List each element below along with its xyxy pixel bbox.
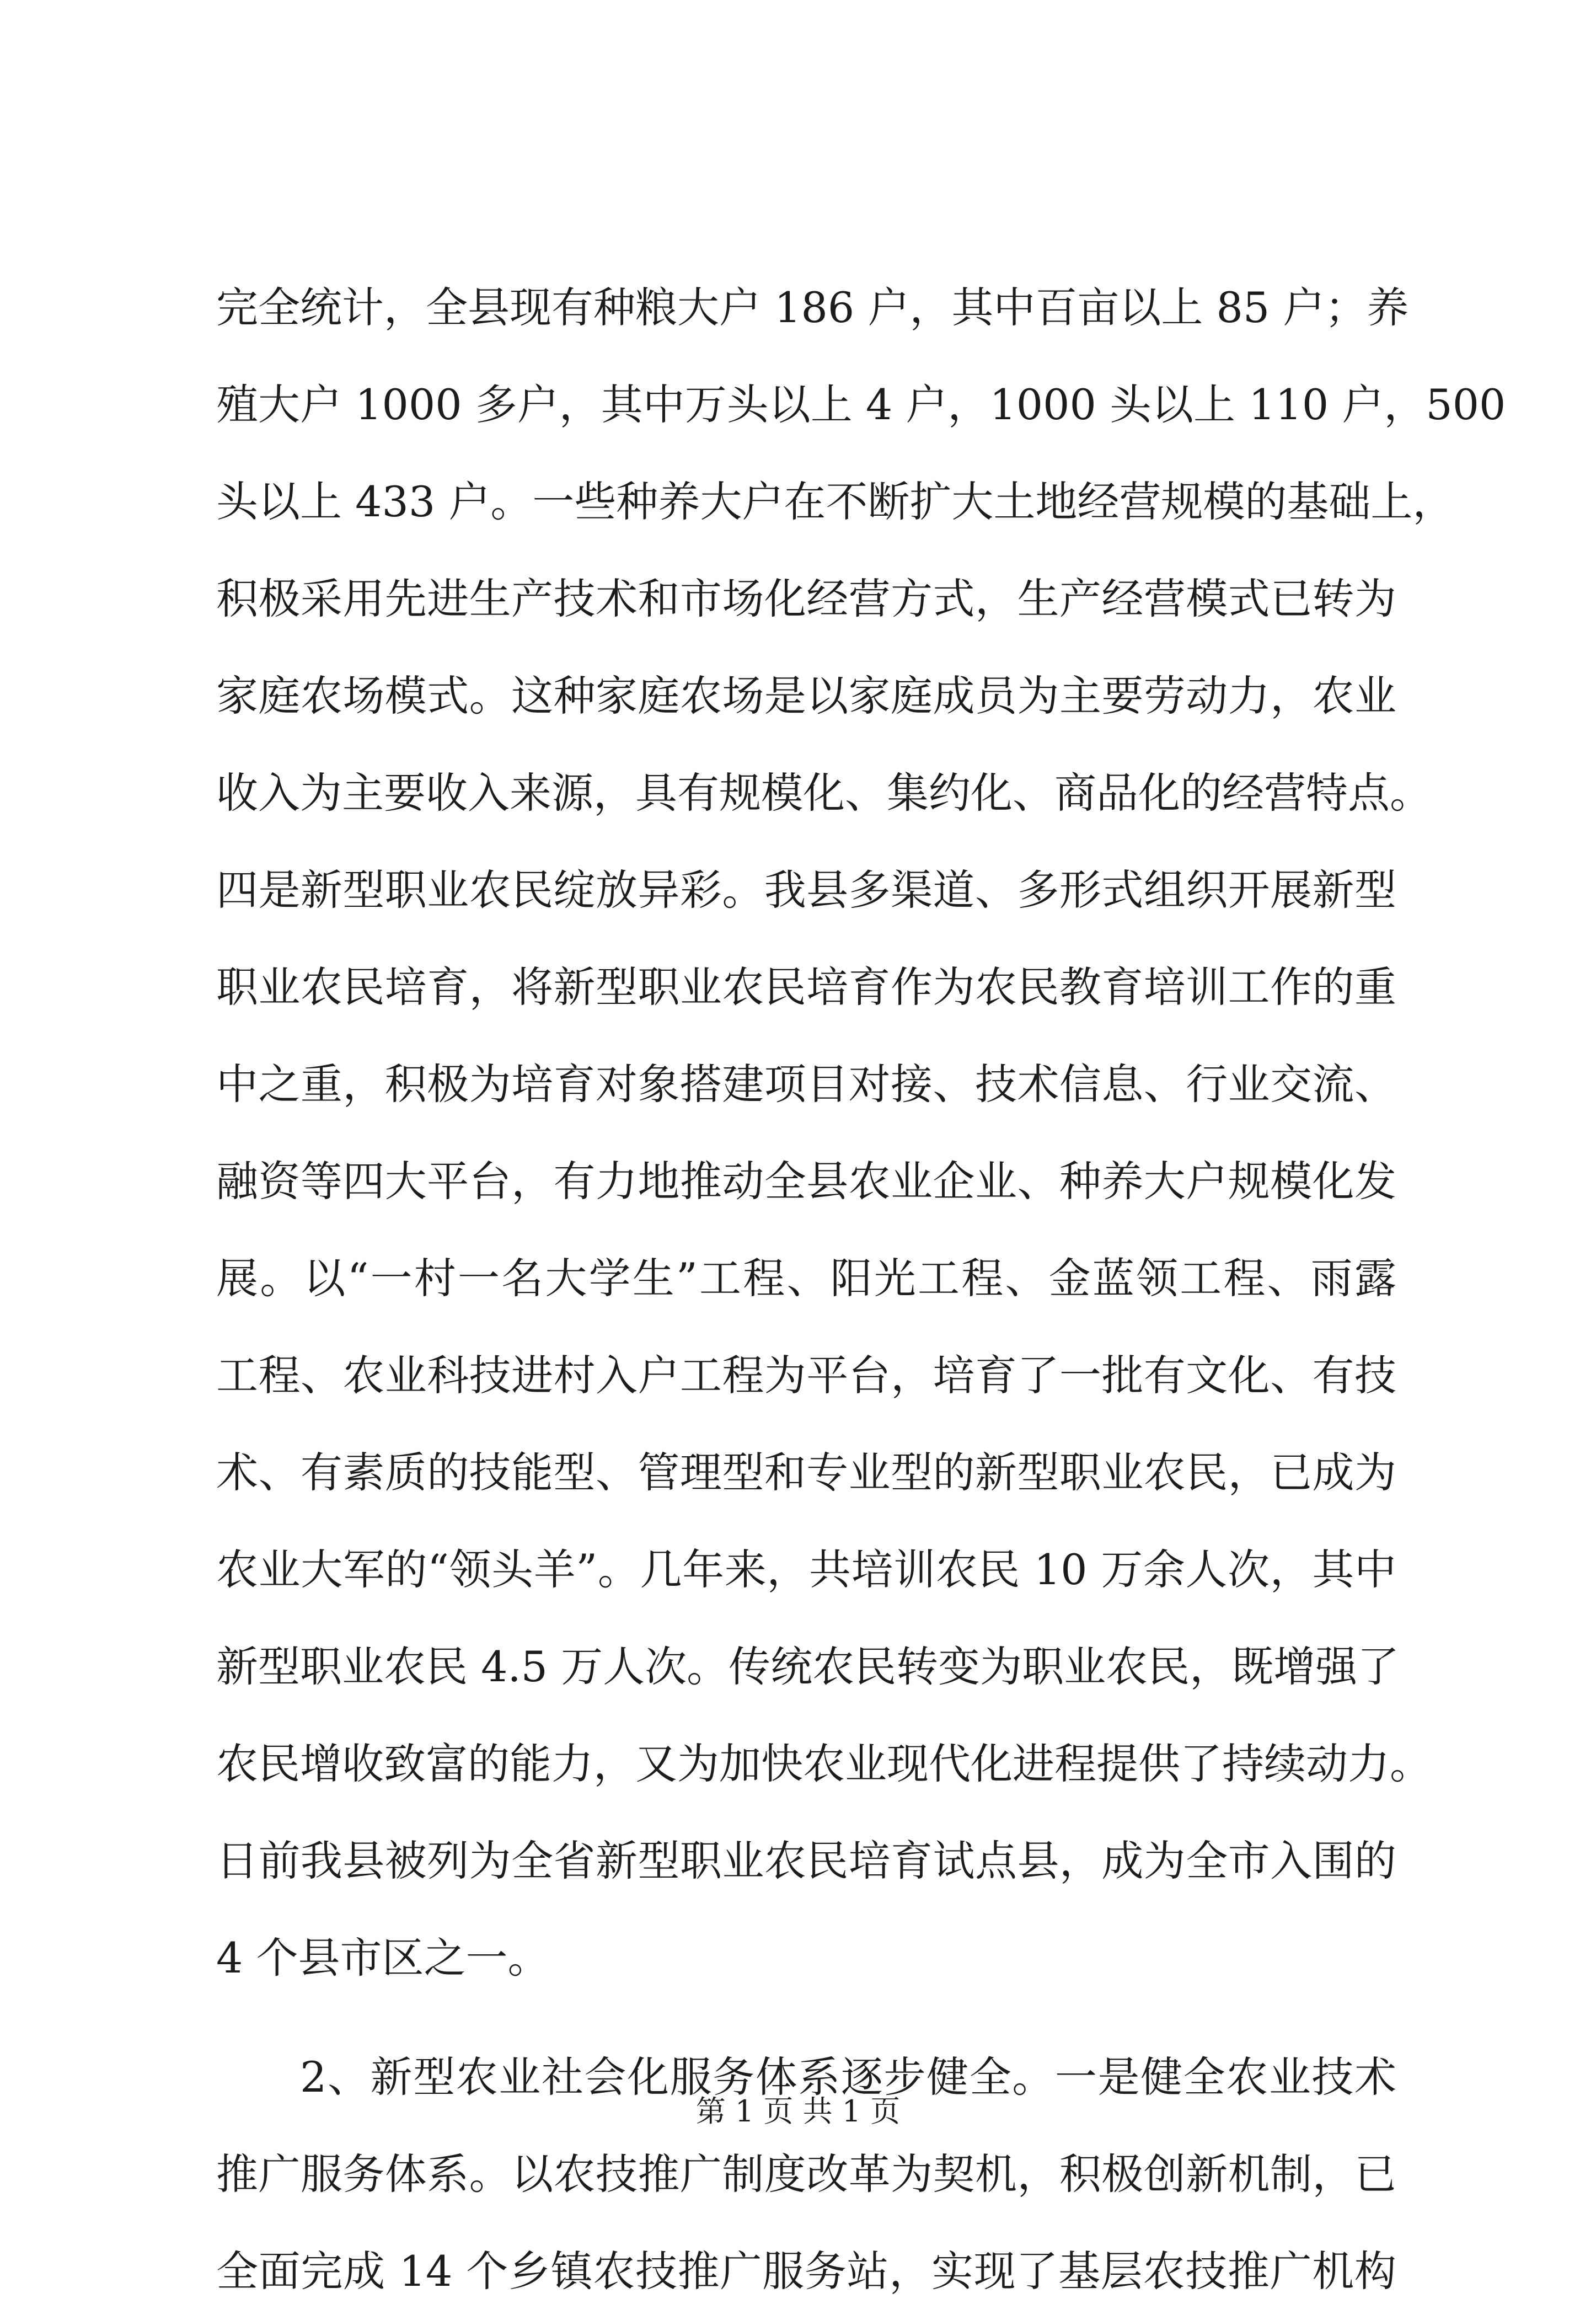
paragraph-line: 头以上 433 户。一些种养大户在不断扩大土地经营规模的基础上， [216, 477, 1455, 526]
paragraph-line: 完全统计，全县现有种粮大户 186 户，其中百亩以上 85 户；养 [216, 283, 1409, 332]
paragraph-line: 收入为主要收入来源，具有规模化、集约化、商品化的经营特点。 [216, 768, 1432, 817]
document-body [216, 259, 1506, 2320]
paragraph-line: 新型职业农民 4.5 万人次。传统农民转变为职业农民，既增强了 [216, 1642, 1400, 1691]
paragraph-line: 2、新型农业社会化服务体系逐步健全。一是健全农业技术 [300, 2052, 1396, 2102]
paragraph-line: 殖大户 1000 多户，其中万头以上 4 户，1000 头以上 110 户，500 [216, 380, 1506, 429]
paragraph-line: 全面完成 14 个乡镇农技推广服务站，实现了基层农技推广机构 [216, 2247, 1396, 2296]
paragraph-line: 农民增收致富的能力，又为加快农业现代化进程提供了持续动力。 [216, 1739, 1432, 1788]
paragraph-line: 职业农民培育，将新型职业农民培育作为农民教育培训工作的重 [216, 963, 1396, 1012]
paragraph-line: 术、有素质的技能型、管理型和专业型的新型职业农民，已成为 [216, 1448, 1396, 1497]
paragraph-spacer [216, 2007, 1396, 2029]
paragraph-line: 推广服务体系。以农技推广制度改革为契机，积极创新机制，已 [216, 2150, 1396, 2199]
paragraph-line: 4 个县市区之一。 [216, 1933, 550, 1982]
paragraph-line: 中之重，积极为培育对象搭建项目对接、技术信息、行业交流、 [216, 1060, 1396, 1109]
paragraph-line: 农业大军的“领头羊”。几年来，共培训农民 10 万余人次，其中 [216, 1545, 1396, 1594]
page-number-footer: 第 1 页 共 1 页 [695, 2094, 901, 2129]
paragraph-line: 工程、农业科技进村入户工程为平台，培育了一批有文化、有技 [216, 1351, 1396, 1400]
paragraph-line: 家庭农场模式。这种家庭农场是以家庭成员为主要劳动力，农业 [216, 671, 1396, 720]
paragraph-line: 四是新型职业农民绽放异彩。我县多渠道、多形式组织开展新型 [216, 865, 1396, 915]
paragraph-line: 展。以“一村一名大学生”工程、阳光工程、金蓝领工程、雨露 [216, 1254, 1396, 1303]
paragraph-line: 积极采用先进生产技术和市场化经营方式，生产经营模式已转为 [216, 574, 1396, 623]
paragraph-line: 融资等四大平台，有力地推动全县农业企业、种养大户规模化发 [216, 1157, 1396, 1206]
paragraph-line: 日前我县被列为全省新型职业农民培育试点县，成为全市入围的 [216, 1836, 1396, 1885]
